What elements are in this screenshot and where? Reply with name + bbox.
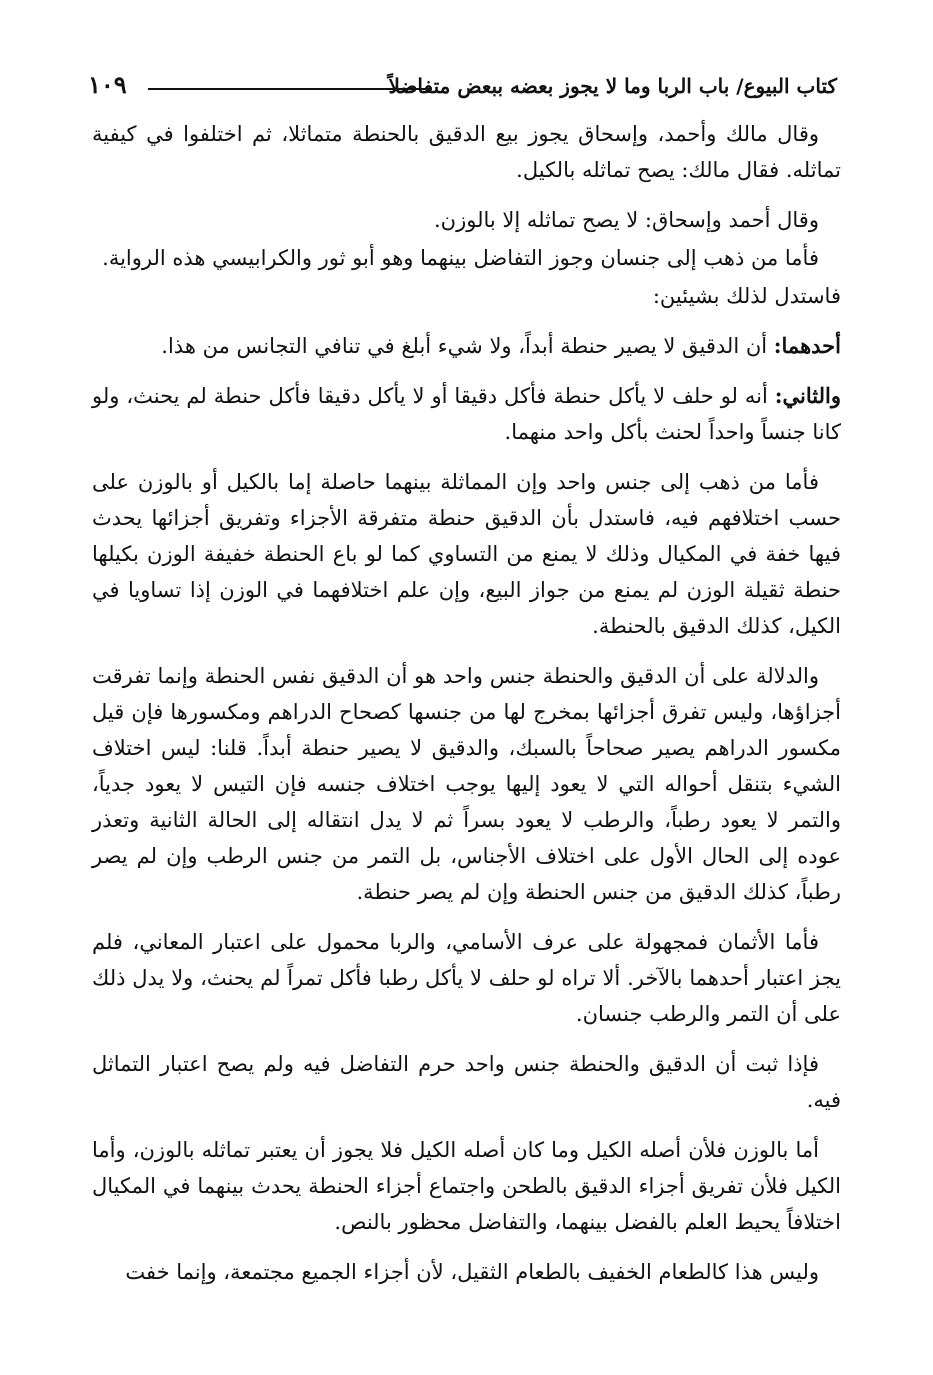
paragraph-text: فاستدل لذلك بشيئين: [652,284,841,308]
paragraph-text: وقال أحمد وإسحاق: لا يصح تماثله إلا بالوزن. [433,208,819,232]
header-title: كتاب البيوع/ باب الربا وما لا يجوز بعضه ببعض متفاضلاً [388,74,837,98]
paragraph-11 [92,1132,841,1240]
paragraph-9 [92,924,841,1032]
paragraph-text: وقال مالك وأحمد، وإسحاق يجوز بيع الدقيق بالحنطة متماثلا، ثم اختلفوا في كيفية تماثله. فقال مالك: يصح تماثله بالكيل. [92,122,841,182]
paragraph-text: فأما الأثمان فمجهولة على عرف الأسامي، والربا محمول على اعتبار المعاني، فلم يجز اعتبار أحدهما بالآخر. ألا تراه لو حلف لا يأكل رطبا فأكل تمراً لم يحنث، ولا يدل ذلك على أن التمر والرطب جنسان. [92,930,841,1026]
body-text [92,116,841,1304]
paragraph-text: وليس هذا كالطعام الخفيف بالطعام الثقيل، لأن أجزاء الجميع مجتمعة، وإنما خفت [125,1260,819,1284]
paragraph-8 [92,658,841,910]
paragraph-4 [92,278,841,314]
paragraph-text: فأما من ذهب إلى جنس واحد وإن المماثلة بينهما حاصلة إما بالكيل أو بالوزن على حسب اختلافهم فيه، فاستدل بأن الدقيق حنطة متفرقة الأجزاء وتفريق أجزائها يحدث فيها خفة في المكيال وذلك لا يمنع من التساوي كما لو باع الحنطة خفيفة الوزن بكيلها حنطة ثقيلة الوزن لم يمنع من جواز البيع، وإن علم اختلافهما في الوزن إذا تساويا في الكيل، كذلك الدقيق بالحنطة. [92,470,842,638]
paragraph-lead: والثاني: [774,383,841,408]
running-header [88,68,837,108]
paragraph-7 [92,464,841,644]
paragraph-text: فإذا ثبت أن الدقيق والحنطة جنس واحد حرم التفاضل فيه ولم يصح اعتبار التماثل فيه. [92,1052,841,1112]
paragraph-text: أن الدقيق لا يصير حنطة أبداً، ولا شيء أبلغ في تنافي التجانس من هذا. [161,334,774,358]
page-number: ١٠٩ [88,70,127,99]
paragraph-6 [92,378,841,450]
header-rule [148,88,432,90]
paragraph-text: فأما من ذهب إلى جنسان وجوز التفاضل بينهما وهو أبو ثور والكرابيسي هذه الرواية. [102,246,819,270]
paragraph-5 [92,328,841,364]
paragraph-1 [92,116,841,188]
paragraph-text: أنه لو حلف لا يأكل حنطة فأكل دقيقا أو لا يأكل دقيقا فأكل حنطة لم يحنث، ولو كانا جنساً واحداً لحنث بأكل واحد منهما. [92,384,841,444]
paragraph-3 [92,240,841,276]
paragraph-lead: أحدهما: [773,333,841,358]
paragraph-text: أما بالوزن فلأن أصله الكيل وما كان أصله الكيل فلا يجوز أن يعتبر تماثله بالوزن، وأما الكيل فلأن تفريق أجزاء الدقيق بالطحن واجتماع أجزاء الحنطة يحدث بينهما في المكيال اختلافاً يحيط العلم بالفضل بينهما، والتفاضل محظور بالنص. [92,1138,841,1234]
paragraph-text: والدلالة على أن الدقيق والحنطة جنس واحد هو أن الدقيق نفس الحنطة وإنما تفرقت أجزاؤها، وليس تفرق أجزائها بمخرج لها من جنسها كصحاح الدراهم ومكسورها فإن قيل مكسور الدراهم يصير صحاحاً بالسبك، والدقيق لا يصير حنطة أبداً. قلنا: ليس اختلاف الشيء بتنقل أحواله التي لا يعود إليها يوجب اختلاف جنسه فإن التيس لا يعود جدياً، والتمر لا يعود رطباً، والرطب لا يعود بسراً ثم لا يدل انتقاله إلى الحالة الثانية وتعذر عوده إلى الحال الأول على اختلاف الأجناس، بل التمر من جنس الرطب وإن لم يصر رطباً، كذلك الدقيق من جنس الحنطة وإن لم يصر حنطة. [92,664,841,904]
paragraph-10 [92,1046,841,1118]
paragraph-12 [92,1254,841,1290]
paragraph-2 [92,202,841,238]
